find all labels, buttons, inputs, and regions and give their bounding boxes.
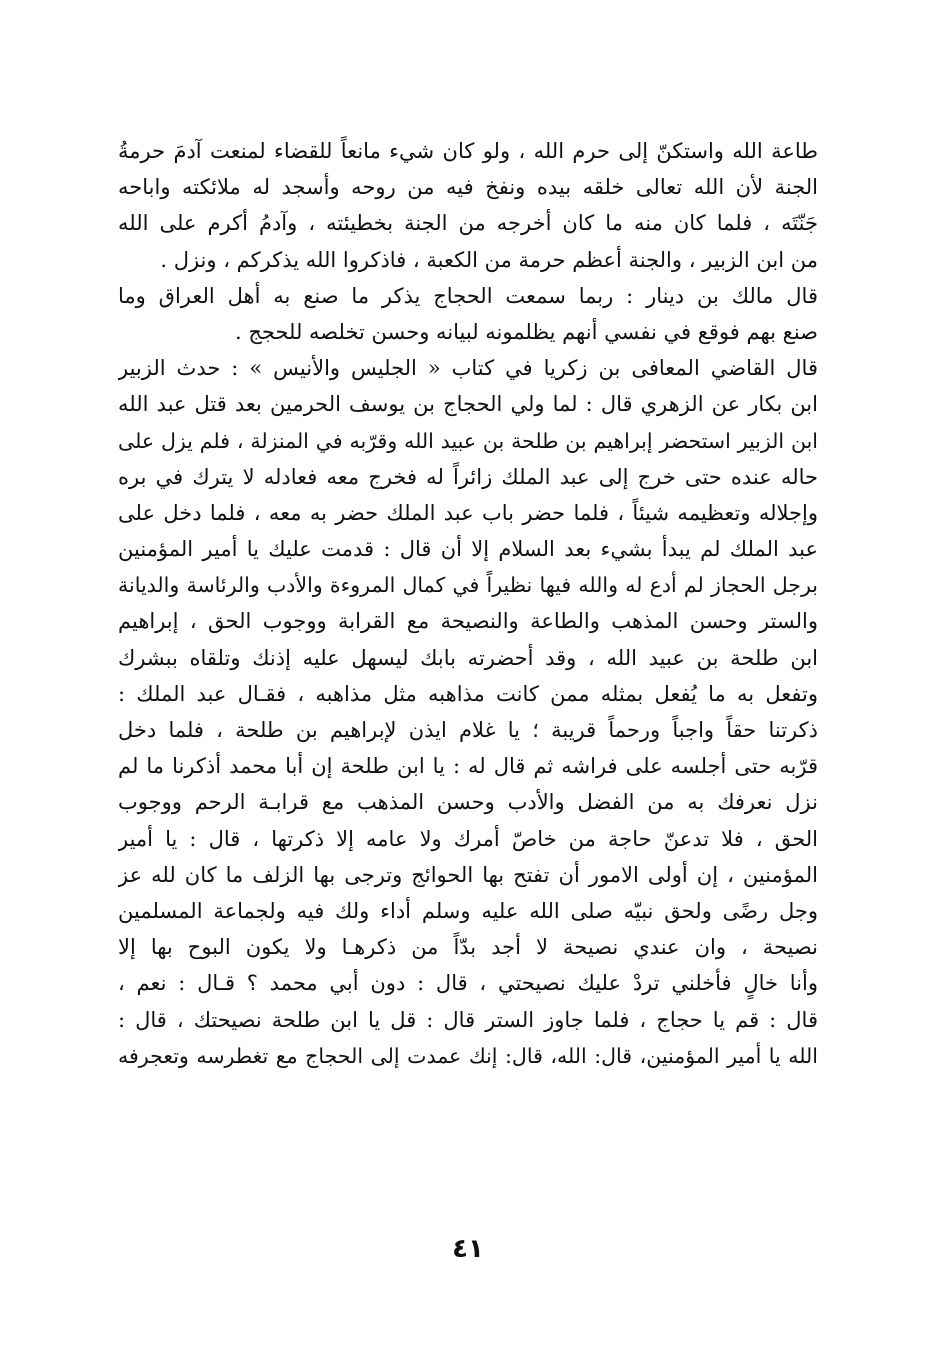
text-line: ابن الزبير استحضر إبراهيم بن طلحة بن عبيد الله وقرّبه في المنزلة ، فلم يزل على [118,428,818,453]
text-line: المؤمنين ، إن أولى الامور أن تفتح بها الحوائج وترجى بها الزلف ما كان لله عز [118,862,818,887]
text-line: وأنا خالٍ فأخلني تردْ عليك نصيحتي ، قال : دون أبي محمد ؟ قـال : نعم ، [118,971,818,996]
text-line: قال القاضي المعافى بن زكريا في كتاب « الجليس والأنيس » : حدث الزبير [118,356,818,381]
text-line: وإجلاله وتعظيمه شيئاً ، فلما حضر باب عبد الملك حضر به معه ، فلما دخل على [118,500,818,525]
paragraph-3 [118,350,818,1074]
text-line: قال : قم يا حجاج ، فلما جاوز الستر قال : قل يا ابن طلحة نصيحتك ، قال : [118,1007,818,1032]
text-line: برجل الحجاز لم أدع له والله فيها نظيراً في كمال المروءة والأدب والرئاسة والديانة [118,573,818,598]
paragraph-2 [118,278,818,350]
text-line: وتفعل به ما يُفعل بمثله ممن كانت مذاهبه مثل مذاهبه ، فقـال عبد الملك : [118,681,818,706]
text-line: من ابن الزبير ، والجنة أعظم حرمة من الكعبة ، فاذكروا الله يذكركم ، ونزل . [160,247,818,272]
text-line: نزل نعرفك به من الفضل والأدب وحسن المذهب مع قرابـة الرحم ووجوب [118,790,818,815]
text-line: قال مالك بن دينار : ربما سمعت الحجاج يذكر ما صنع به أهل العراق وما [118,283,818,308]
text-line: ابن بكار عن الزهري قال : لما ولي الحجاج بن يوسف الحرمين بعد قتل عبد الله [118,392,818,417]
text-line: وجل رضًى ولحق نبيّه صلى الله عليه وسلم أداء ولك فيه ولجماعة المسلمين [118,898,818,923]
text-line: حاله عنده حتى خرج إلى عبد الملك زائراً له فخرج معه فعادله لا يترك في بره [118,464,818,489]
text-line: ذكرتنا حقاً واجباً ورحماً قريبة ؛ يا غلام ايذن لإبراهيم بن طلحة ، فلما دخل [118,718,818,742]
text-line: الحق ، فلا تدعنّ حاجة من خاصّ أمرك ولا عامه إلا ذكرتها ، قال : يا أمير [118,826,818,851]
text-line: جَنّتَه ، فلما كان منه ما كان أخرجه من الجنة بخطيئته ، وآدمُ أكرم على الله [118,211,818,236]
text-line: طاعة الله واستكنّ إلى حرم الله ، ولو كان شيء مانعاً للقضاء لمنعت آدمَ حرمةُ [118,139,818,163]
text-line: الله يا أمير المؤمنين، قال: الله، قال: إنك عمدت إلى الحجاج مع تغطرسه وتعجرفه [118,1043,818,1068]
text-line: ابن طلحة بن عبيد الله ، وقد أحضرته بابك ليسهل عليه إذنك وتلقاه ببشرك [118,645,818,670]
text-line: عبد الملك لم يبدأ بشيء بعد السلام إلا أن قال : قدمت عليك يا أمير المؤمنين [118,537,818,562]
text-line: نصيحة ، وان عندي نصيحة لا أجد بدّاً من ذكرهـا ولا يكون البوح بها إلا [118,935,818,960]
page-number: ٤١ [452,1234,484,1264]
text-line: والستر وحسن المذهب والطاعة والنصيحة مع القرابة ووجوب الحق ، إبراهيم [118,609,818,634]
text-line: قرّبه حتى أجلسه على فراشه ثم قال له : يا ابن طلحة إن أبا محمد أذكرنا ما لم [118,754,818,779]
text-line: صنع بهم فوقع في نفسي أنهم يظلمونه لبيانه وحسن تخلصه للحجج . [234,319,818,344]
paragraph-1 [118,133,818,278]
text-body [118,133,818,1074]
text-line: الجنة لأن الله تعالى خلقه بيده ونفخ فيه من روحه وأسجد له ملائكته واباحه [118,175,818,200]
